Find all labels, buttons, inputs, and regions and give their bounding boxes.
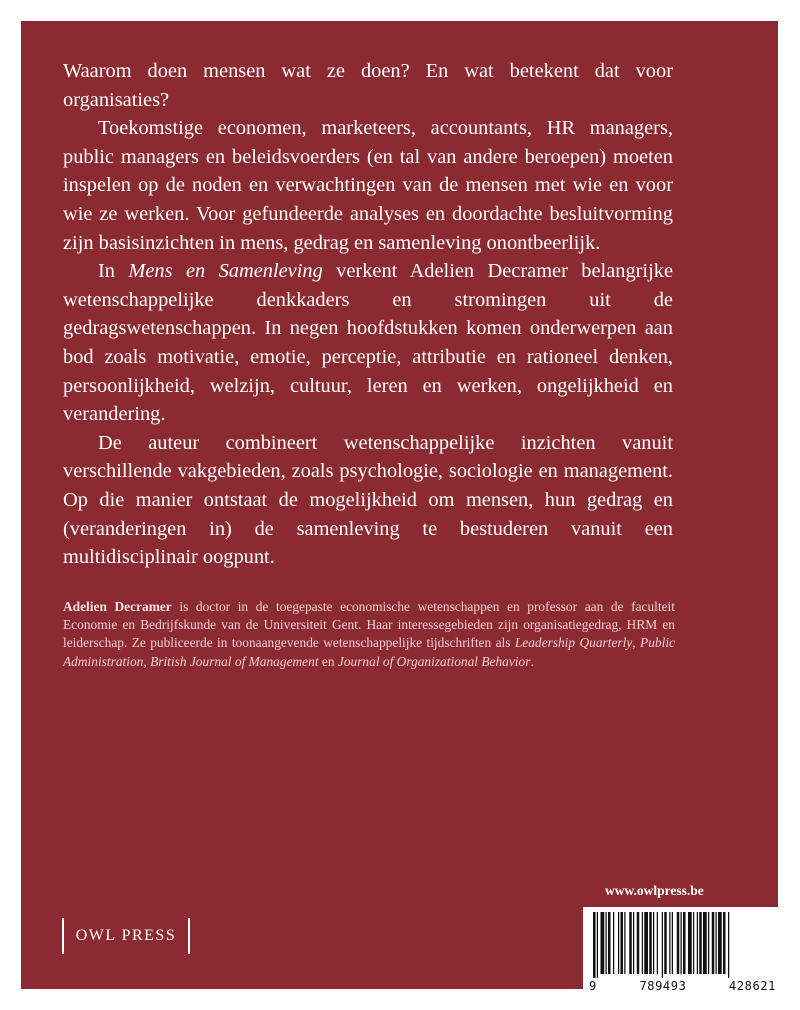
website-link[interactable]: www.owlpress.be bbox=[605, 883, 704, 898]
barcode-bar bbox=[657, 912, 658, 974]
isbn-group-1: 789493 bbox=[639, 979, 687, 993]
separator: , bbox=[143, 653, 151, 669]
journal-2: Public Administration bbox=[63, 635, 675, 669]
barcode-bar bbox=[669, 912, 670, 974]
blurb-paragraph-3 bbox=[63, 257, 673, 429]
barcode-bar bbox=[618, 912, 619, 974]
barcode-bar bbox=[703, 912, 707, 974]
journal-3: British Journal of Management bbox=[150, 653, 319, 669]
barcode-bar bbox=[608, 912, 611, 974]
journal-1: Leadership Quarterly bbox=[514, 635, 633, 651]
barcode-bar bbox=[653, 912, 654, 974]
barcode-bar bbox=[699, 912, 702, 974]
blurb-text bbox=[63, 57, 673, 572]
barcode-bar bbox=[677, 912, 680, 974]
barcode-bar bbox=[664, 912, 667, 974]
barcode-bar bbox=[601, 912, 605, 974]
journal-4: Journal of Organizational Behavior bbox=[337, 653, 531, 669]
barcode-bar bbox=[662, 912, 663, 978]
barcode-bar bbox=[624, 912, 625, 974]
barcode-bar bbox=[606, 912, 607, 974]
barcode-bar bbox=[681, 912, 682, 974]
isbn-group-2: 428621 bbox=[729, 979, 776, 993]
barcode-bar bbox=[629, 912, 632, 974]
barcode-bar bbox=[708, 912, 709, 974]
blurb-paragraph-4: De auteur combineert wetenschappelijke inzichten vanuit verschillende vakgebieden, zoals psychologie, sociologie en management. Op die manier ontstaat de mogelijkheid om mensen, hun gedrag en (veranderingen in) de samenleving te bestuderen vanuit een multidisciplinair oogpunt. bbox=[63, 431, 673, 569]
barcode-bar bbox=[633, 912, 634, 974]
separator: , bbox=[632, 635, 641, 651]
barcode-bar bbox=[597, 912, 598, 978]
isbn-lead-digit: 9 bbox=[589, 979, 597, 993]
barcode-bar bbox=[716, 912, 717, 974]
barcode-bar bbox=[728, 912, 729, 978]
barcode-bar bbox=[593, 912, 596, 978]
barcode-bar bbox=[621, 912, 624, 974]
separator: . bbox=[530, 653, 534, 669]
separator: en bbox=[318, 653, 338, 669]
barcode-bar bbox=[688, 912, 692, 974]
barcode-icon bbox=[583, 907, 782, 981]
barcode-bar bbox=[672, 912, 673, 974]
author-bio bbox=[63, 598, 675, 671]
barcode-bar bbox=[637, 912, 640, 974]
isbn-barcode bbox=[583, 907, 782, 997]
blurb-p3-start: In bbox=[98, 260, 129, 283]
barcode-bar bbox=[697, 912, 698, 974]
author-name: Adelien Decramer bbox=[63, 599, 172, 614]
book-title: Mens en Samenleving bbox=[128, 260, 323, 283]
barcode-bar bbox=[683, 912, 686, 974]
barcode-bar bbox=[613, 912, 614, 974]
publisher-logo bbox=[62, 918, 190, 954]
bio-text: is doctor in de toegepaste economische wetenschappen en professor aan de faculteit Economie en Bedrijfskunde van de Universiteit Gent. Haar interessegebieden zijn organisatiegedrag, HRM en leiderschap. Ze publiceerde in toonaangevende wetenschappelijke tijdschriften als bbox=[63, 599, 675, 651]
barcode-bar bbox=[718, 912, 722, 974]
back-cover bbox=[21, 21, 778, 993]
barcode-bar bbox=[649, 912, 652, 974]
publisher-name: OWL PRESS bbox=[75, 927, 177, 944]
blurb-paragraph-1: Waarom doen mensen wat ze doen? En wat betekent dat voor organisaties? bbox=[63, 60, 673, 111]
barcode-bar bbox=[723, 912, 726, 974]
blurb-p3-rest: verkent Adelien Decramer belangrijke wetenschappelijke denkkaders en stromingen uit de gedragswetenschappen. In negen hoofdstukken komen onderwerpen aan bod zoals motivatie, emotie, perceptie, attributie en rationeel denken, persoonlijkheid, welzijn, cultuur, leren en werken, ongelijkheid en verandering. bbox=[63, 260, 673, 426]
barcode-bar bbox=[642, 912, 643, 974]
barcode-bar bbox=[644, 912, 648, 974]
barcode-bar bbox=[712, 912, 715, 974]
barcode-bar bbox=[693, 912, 694, 974]
isbn-number bbox=[583, 979, 782, 993]
blurb-paragraph-2: Toekomstige economen, marketeers, accountants, HR managers, public managers en beleidsvoerders (en tal van andere beroepen) moeten inspelen op de noden en verwachtingen van de mensen met wie en voor wie ze werken. Voor gefundeerde analyses en doordachte besluitvorming zijn basisinzichten in mens, gedrag en samenleving onontbeerlijk. bbox=[63, 117, 673, 254]
